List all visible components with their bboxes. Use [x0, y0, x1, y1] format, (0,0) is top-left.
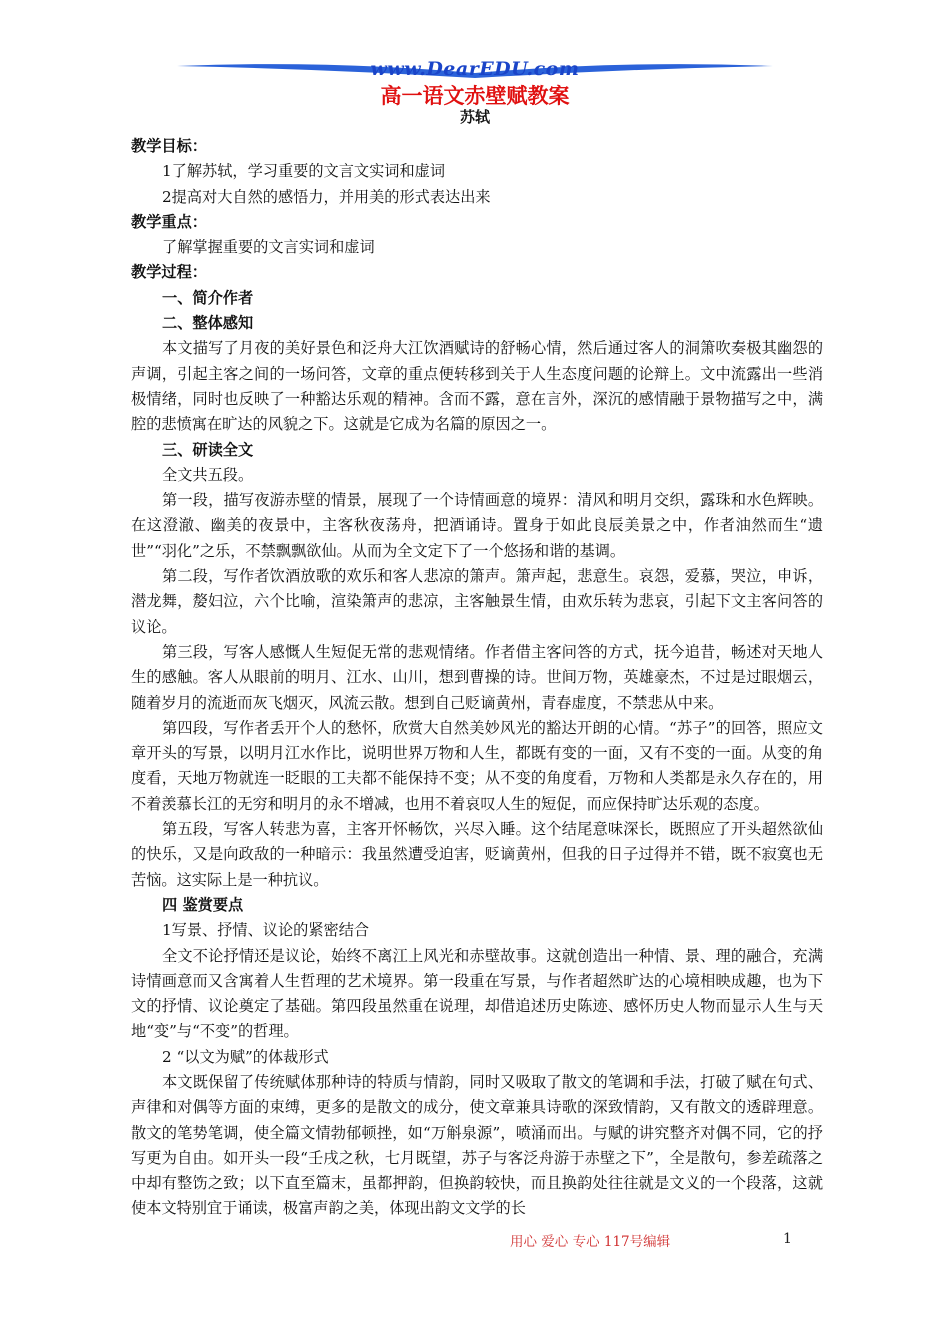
paragraph: 第二段，写作者饮酒放歌的欢乐和客人悲凉的箫声。箫声起，悲意生。哀怨，爱慕，哭泣，申诉，潜龙舞，嫠妇泣，六个比喻，渲染箫声的悲凉，主客触景生情，由欢乐转为悲哀，引起下文主客问答的议论。	[131, 567, 823, 636]
paragraph: 2 “以文为赋”的体裁形式	[162, 1047, 329, 1066]
section-subheading: 四 鉴赏要点	[162, 895, 244, 914]
paragraph: 第四段，写作者丢开个人的愁怀，欣赏大自然美妙风光的豁达开朗的心情。“苏子”的回答，照应文章开头的写景，以明月江水作比，说明世界万物和人生，都既有变的一面，又有不变的一面。从变的角度看，天地万物就连一眨眼的工夫都不能保持不变；从不变的角度看，万物和人类都是永久存在的，用不着羡慕长江的无穷和明月的永不增减，也用不着哀叹人生的短促，而应保持旷达乐观的态度。	[131, 718, 823, 813]
paragraph: 第五段，写客人转悲为喜，主客开怀畅饮，兴尽入睡。这个结尾意味深长，既照应了开头超然欲仙的快乐，又是向政敌的一种暗示：我虽然遭受迫害，贬谪黄州，但我的日子过得并不错，既不寂寞也无苦恼。这实际上是一种抗议。	[131, 820, 823, 889]
section-heading: 教学过程：	[131, 263, 207, 282]
section-subheading: 三、研读全文	[162, 440, 254, 459]
page-title: 高一语文赤壁赋教案	[380, 84, 570, 108]
list-item: 1了解苏轼，学习重要的文言文实词和虚词	[162, 162, 446, 181]
list-item: 2提高对大自然的感悟力，并用美的形式表达出来	[162, 187, 491, 206]
paragraph: 全文共五段。	[162, 465, 254, 484]
paragraph: 本文描写了月夜的美好景色和泛舟大江饮酒赋诗的舒畅心情，然后通过客人的洞箫吹奏极其幽怨的声调，引起主客之间的一场问答，文章的重点便转移到关于人生态度问题的论辩上。文中流露出一些消极情绪，同时也反映了一种豁达乐观的精神。含而不露，意在言外，深沉的感情融于景物描写之中，满腔的悲愤寓在旷达的风貌之下。这就是它成为名篇的原因之一。	[131, 339, 823, 434]
page-header	[0, 0, 950, 125]
paragraph: 1写景、抒情、议论的紧密结合	[162, 921, 370, 940]
footer-text: 用心 爱心 专心 117号编辑	[510, 1234, 671, 1250]
section-heading: 教学目标：	[131, 137, 207, 155]
section-subheading: 二、整体感知	[162, 314, 254, 333]
page-number: 1	[783, 1231, 792, 1247]
site-url[interactable]: www.DearEDU.com	[370, 58, 580, 80]
document-body	[131, 134, 823, 1222]
author-name: 苏轼	[459, 108, 490, 126]
paragraph: 本文既保留了传统赋体那种诗的特质与情韵，同时又吸取了散文的笔调和手法，打破了赋在句式、声律和对偶等方面的束缚，更多的是散文的成分，使文章兼具诗歌的深致情韵，又有散文的透辟理意。散文的笔势笔调，使全篇文情勃郁顿挫，如“万斛泉源”，喷涌而出。与赋的讲究整齐对偶不同，它的抒写更为自由。如开头一段“壬戌之秋，七月既望，苏子与客泛舟游于赤壁之下”，全是散句，参差疏落之中却有整饬之致；以下直至篇末，虽都押韵，但换韵较快，而且换韵处往往就是文义的一个段落，这就使本文特别宜于诵读，极富声韵之美，体现出韵文文学的长	[131, 1072, 823, 1218]
list-item: 了解掌握重要的文言实词和虚词	[162, 238, 375, 257]
paragraph: 第一段，描写夜游赤壁的情景，展现了一个诗情画意的境界：清风和明月交织，露珠和水色辉映。在这澄澈、幽美的夜景中，主客秋夜荡舟，把酒诵诗。置身于如此良辰美景之中，作者油然而生“遗世”“羽化”之乐，不禁飘飘欲仙。从而为全文定下了一个悠扬和谐的基调。	[131, 491, 823, 560]
paragraph: 全文不论抒情还是议论，始终不离江上风光和赤壁故事。这就创造出一种情、景、理的融合，充满诗情画意而又含寓着人生哲理的艺术境界。第一段重在写景，与作者超然旷达的心境相映成趣，也为下文的抒情、议论奠定了基础。第四段虽然重在说理，却借追述历史陈迹、感怀历史人物而显示人生与天地“变”与“不变”的哲理。	[131, 946, 823, 1041]
section-heading: 教学重点：	[131, 212, 207, 231]
paragraph: 第三段，写客人感慨人生短促无常的悲观情绪。作者借主客问答的方式，抚今追昔，畅述对天地人生的感触。客人从眼前的明月、江水、山川，想到曹操的诗。世间万物，英雄豪杰，不过是过眼烟云，随着岁月的流逝而灰飞烟灭，风流云散。想到自己贬谪黄州，青春虚度，不禁悲从中来。	[131, 642, 823, 712]
section-subheading: 一、简介作者	[162, 288, 254, 307]
